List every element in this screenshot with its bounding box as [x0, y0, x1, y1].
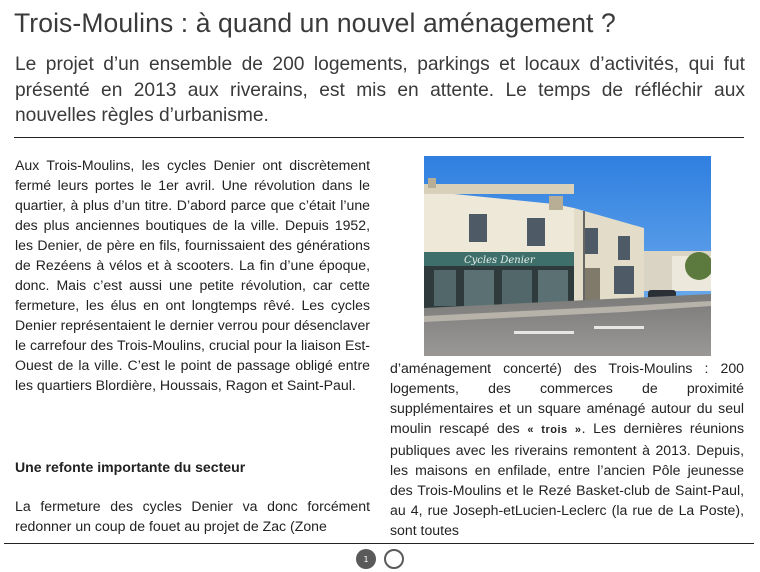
paragraph-3-start: d’aménagement concerté) des Trois-Moulins : 200 logements, des commerces de proximité supplémentaires et un square aménagé autour du seul moulin rescapé des	[390, 360, 744, 436]
page-dot-2[interactable]	[384, 549, 404, 569]
article-photo	[424, 156, 711, 356]
page-dot-1[interactable]: 1	[356, 549, 376, 569]
right-column	[390, 358, 744, 540]
section-subheading: Une refonte importante du secteur	[15, 459, 246, 475]
quoted-word: « trois »	[527, 424, 582, 436]
article-lead: Le projet d’un ensemble de 200 logements, parkings et locaux d’activités, qui fut présenté en 2013 aux riverains, est mis en attente. Le temps de réfléchir aux nouvelles règles d’urbanisme.	[15, 54, 745, 127]
street-corner-illustration	[424, 156, 711, 356]
footer-divider	[4, 543, 754, 544]
shop-sign-text: Cycles Denier	[464, 255, 535, 266]
article-title: Trois-Moulins : à quand un nouvel aménagement ?	[14, 8, 616, 38]
paragraph-2: La fermeture des cycles Denier va donc forcément redonner un coup de fouet au projet de Zac (Zone	[15, 498, 370, 534]
paragraph-1: Aux Trois-Moulins, les cycles Denier ont discrètement fermé leurs portes le 1er avril. Une révolution dans le quartier, à plus d’un titre. D’abord parce que c’était l’une des plus anciennes boutiques de la ville. Depuis 1952, les Denier, de père en fils, fournissaient des générations de Rezéens à vélos et à scooters. La fin d’une époque, donc. Mais c’est aussi une petite révolution, car cette fermeture, les élus en ont longtemps rêvé. Les cycles Denier représentaient le dernier verrou pour désenclaver le carrefour des Trois-Moulins, crucial pour la liaison Est-Ouest de la ville. C’est le point de passage obligé entre les quartiers Blordière, Houssais, Ragon et Saint-Paul.	[15, 157, 370, 393]
header-divider	[14, 137, 744, 138]
paragraph-3-end: . Les dernières réunions publiques avec les riverains remontent à 2013. Depuis, les maisons en enfilade, entre l’ancien Pôle jeunesse des Trois-Moulins et le Rezé Basket-club de Saint-Paul, au 4, rue Joseph-etLucien-Leclerc (la rue de La Poste), sont toutes	[390, 420, 744, 538]
left-column	[15, 155, 370, 395]
page-indicator	[356, 549, 404, 569]
